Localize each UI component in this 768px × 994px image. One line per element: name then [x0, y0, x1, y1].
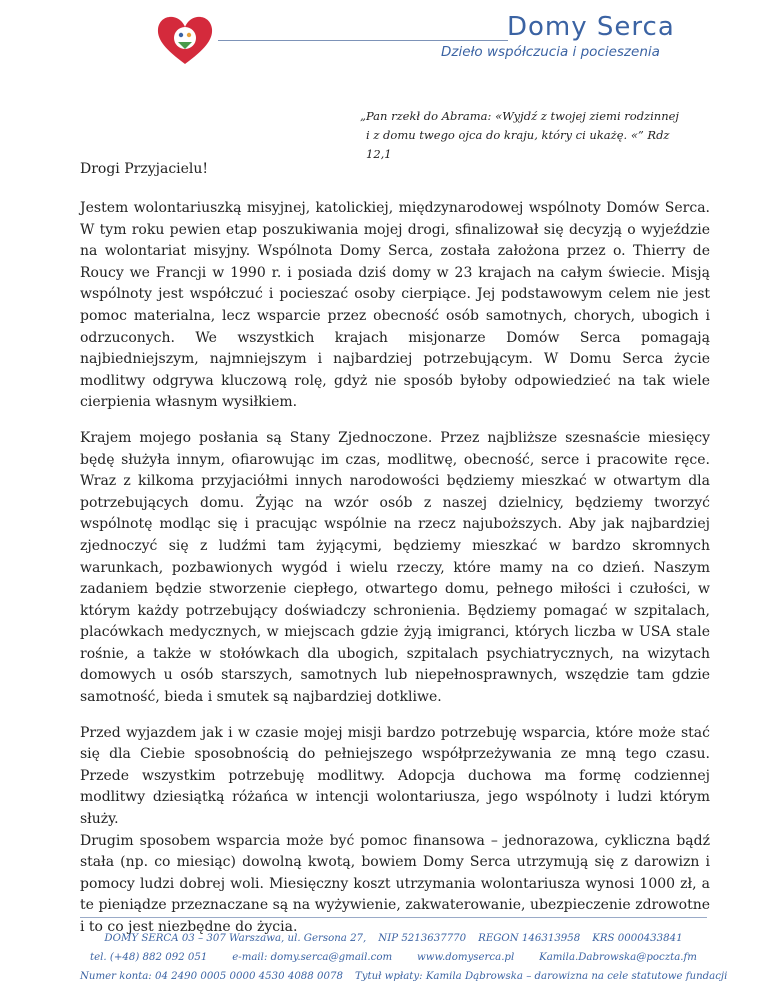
footer-row-1 — [80, 929, 707, 948]
heart-logo-icon — [156, 14, 214, 66]
footer-divider — [80, 917, 707, 918]
footer-email2-link[interactable]: Kamila.Dabrowska@poczta.fm — [539, 952, 697, 963]
brand-tagline: Dzieło współczucia i pocieszenia — [441, 44, 660, 60]
footer-krs: KRS 0000433841 — [592, 933, 683, 944]
paragraph: Drugim sposobem wsparcia może być pomoc finansowa – jednorazowa, cykliczna bądź stała (np. co miesiąc) dowolną kwotą, bowiem Domy Serca utrzymują się z darowizn i pomocy ludzi dobrej woli. Miesięczny koszt utrzymania wolontariusza wynosi 1000 zł, a te pieniądze przeznaczane są na wyżywienie, zakwaterowanie, ubezpieczenie zdrowotne i to co jest niezbędne do życia. — [80, 832, 710, 935]
footer-regon: REGON 146313958 — [478, 933, 581, 944]
footer-nip: NIP 5213637770 — [378, 933, 467, 944]
paragraph: Jestem wolontariuszką misyjnej, katolickiej, międzynarodowej wspólnoty Domów Serca. W tym roku pewien etap poszukiwania mojej drogi, sfinalizował się decyzją o wyjeździe na wolontariat misyjny. Wspólnota Domy Serca, została założona przez o. Thierry de Roucy we Francji w 1990 r. i posiada dziś domy w 23 krajach na całym świecie. Misją wspólnoty jest współczuć i pocieszać osoby cierpiące. Jej podstawowym celem nie jest pomoc materialna, lecz wsparcie przez obecność osób samotnych, chorych, ubogich i odrzuconych. We wszystkich krajach misjonarze Domów Serca pomagają najbiedniejszym, najmniejszym i najbardziej potrzebującym. W Domu Serca życie modlitwy odgrywa kluczową rolę, gdyż nie sposób byłoby odpowiedzieć na tak wiele cierpienia własnym wysiłkiem. — [80, 200, 710, 411]
footer-account: Numer konta: 04 2490 0005 0000 4530 4088 0078 — [80, 971, 343, 982]
footer-email-link[interactable]: e-mail: domy.serca@gmail.com — [232, 952, 393, 963]
epigraph — [360, 107, 690, 164]
brand-name: Domy Serca — [507, 12, 675, 42]
footer-row-3 — [80, 967, 728, 986]
footer — [80, 929, 728, 986]
footer-phone: tel. (+48) 882 092 051 — [90, 952, 208, 963]
salutation: Drogi Przyjacielu! — [80, 161, 209, 177]
paragraph: Krajem mojego posłania są Stany Zjednoczone. Przez najbliższe szesnaście miesięcy będę służyła innym, ofiarowując im czas, modlitwę, obecność, serce i pracowite ręce. Wraz z kilkoma przyjaciółmi innych narodowości będziemy mieszkać w otwartym dla potrzebujących domu. Żyjąc na wzór osób z naszej dzielnicy, będziemy tworzyć wspólnotę modląc się i pracując wspólnie na rzecz najuboższych. Aby jak najbardziej zjednoczyć się z ludźmi tam żyjącymi, będziemy mieszkać w bardzo skromnych warunkach, pozbawionych wygód i wielu rzeczy, które mamy na co dzień. Naszym zadaniem będzie stworzenie ciepłego, otwartego domu, pełnego miłości i czułości, w którym każdy potrzebujący doświadczy schronienia. Będziemy pomagać w szpitalach, placówkach medycznych, w miejscach gdzie żyją imigranci, których liczba w USA stale rośnie, a także w stołówkach dla ubogich, szpitalach psychiatrycznych, na wizytach domowych u osób starszych, samotnych lub niepełnosprawnych, wszędzie tam gdzie samotność, bieda i smutek są najbardziej dotkliwe. — [80, 429, 710, 706]
epigraph-line: i z domu twego ojca do kraju, który ci ukażę. «” Rdz 12,1 — [366, 128, 670, 161]
epigraph-line: „Pan rzekł do Abrama: «Wyjdź z twojej ziemi rodzinnej — [360, 109, 679, 123]
footer-transfer-title: Tytuł wpłaty: Kamila Dąbrowska – darowizna na cele statutowe fundacji — [354, 971, 728, 982]
paragraph: Przed wyjazdem jak i w czasie mojej misji bardzo potrzebuję wsparcia, które może stać się dla Ciebie sposobnością do pełniejszego współprzeżywania ze mną tego czasu. Przede wszystkim potrzebuję modlitwy. Adopcja duchowa ma formę codziennej modlitwy dziesiątką różańca w intencji wolontariusza, jego wspólnoty i ludzi którym służy. — [80, 724, 710, 828]
footer-website-link[interactable]: www.domyserca.pl — [417, 952, 515, 963]
letter-body — [80, 198, 710, 953]
footer-org: DOMY SERCA 03 – 307 Warszawa, ul. Gersona 27, — [104, 933, 367, 944]
footer-row-2 — [80, 948, 707, 967]
header-divider — [218, 40, 508, 41]
